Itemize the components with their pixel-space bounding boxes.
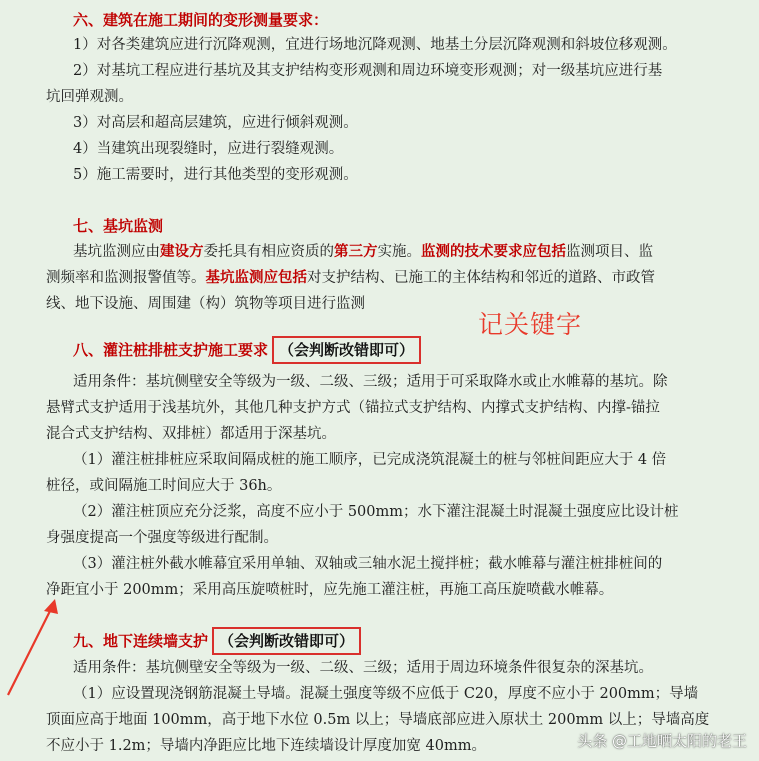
section-8-item-1: （1）灌注桩排桩应采取间隔成桩的施工顺序，已完成浇筑混凝土的桩与邻桩间距应大于 4 倍 bbox=[73, 452, 667, 468]
section-6-item-1: 1）对各类建筑应进行沉降观测，宜进行场地沉降观测、地基土分层沉降观测和斜坡位移观测。 bbox=[73, 37, 677, 53]
section-9-badge: （会判断改错即可） bbox=[212, 627, 361, 655]
section-8-item-3: （3）灌注桩外截水帷幕宜采用单轴、双轴或三轴水泥土搅拌桩；截水帷幕与灌注桩排桩间的 bbox=[73, 556, 663, 572]
section-9-item-1-cont: 顶面应高于地面 100mm，高于地下水位 0.5m 以上；导墙底部应进入原状土 200mm 以上；导墙高度 bbox=[46, 712, 710, 728]
section-6-item-5: 5）施工需要时，进行其他类型的变形观测。 bbox=[73, 167, 358, 183]
section-8-item-2-cont: 身强度提高一个强度等级进行配制。 bbox=[46, 530, 278, 546]
section-7-title: 七、基坑监测 bbox=[73, 217, 164, 235]
section-7-para-line-1: 基坑监测应由建设方委托具有相应资质的第三方实施。监测的技术要求应包括监测项目、监 bbox=[73, 243, 653, 260]
annotation-arrow-icon bbox=[0, 595, 70, 705]
section-8-condition-1: 适用条件：基坑侧壁安全等级为一级、二级、三级；适用于可采取降水或止水帷幕的基坑。除 bbox=[73, 374, 668, 390]
section-9-item-1-cont-2: 不应小于 1.2m；导墙内净距应比地下连续墙设计厚度加宽 40mm。 bbox=[46, 738, 486, 754]
section-7-para-line-3: 线、地下设施、周围建（构）筑物等项目进行监测 bbox=[46, 296, 365, 312]
section-6-title: 六、建筑在施工期间的变形测量要求： bbox=[73, 11, 329, 29]
section-9-condition: 适用条件：基坑侧壁安全等级为一级、二级、三级；适用于周边环境条件很复杂的深基坑。 bbox=[73, 660, 653, 676]
section-6-item-3: 3）对高层和超高层建筑，应进行倾斜观测。 bbox=[73, 115, 358, 131]
section-9-title: 九、地下连续墙支护 bbox=[73, 632, 209, 650]
section-8-title: 八、灌注桩排桩支护施工要求 bbox=[73, 341, 269, 359]
section-6-item-2-cont: 坑回弹观测。 bbox=[46, 89, 133, 105]
callout-note: 记关键字 bbox=[478, 310, 583, 339]
section-6-item-4: 4）当建筑出现裂缝时，应进行裂缝观测。 bbox=[73, 141, 344, 157]
section-8-item-2: （2）灌注桩顶应充分泛浆，高度不应小于 500mm；水下灌注混凝土时混凝土强度应比设计桩 bbox=[73, 504, 679, 520]
section-6-item-2: 2）对基坑工程应进行基坑及其支护结构变形观测和周边环境变形观测；对一级基坑应进行基 bbox=[73, 63, 663, 79]
section-8-badge: （会判断改错即可） bbox=[272, 336, 421, 364]
section-8-heading bbox=[73, 336, 421, 364]
section-8-item-3-cont: 净距宜小于 200mm；采用高压旋喷桩时，应先施工灌注桩，再施工高压旋喷截水帷幕。 bbox=[46, 582, 614, 598]
section-9-item-1: （1）应设置现浇钢筋混凝土导墙。混凝土强度等级不应低于 C20，厚度不应小于 200mm；导墙 bbox=[73, 686, 699, 702]
section-7-para-line-2: 测频率和监测报警值等。基坑监测应包括对支护结构、已施工的主体结构和邻近的道路、市政管 bbox=[46, 269, 655, 286]
watermark: 头条 @工地晒太阳的老王 bbox=[577, 732, 747, 750]
section-8-condition-2: 悬臂式支护适用于浅基坑外，其他几种支护方式（锚拉式支护结构、内撑式支护结构、内撑-锚拉 bbox=[46, 400, 660, 416]
section-9-heading bbox=[73, 627, 361, 655]
section-8-condition-3: 混合式支护结构、双排桩）都适用于深基坑。 bbox=[46, 426, 336, 442]
section-8-item-1-cont: 桩径，或间隔施工时间应大于 36h。 bbox=[46, 478, 282, 494]
